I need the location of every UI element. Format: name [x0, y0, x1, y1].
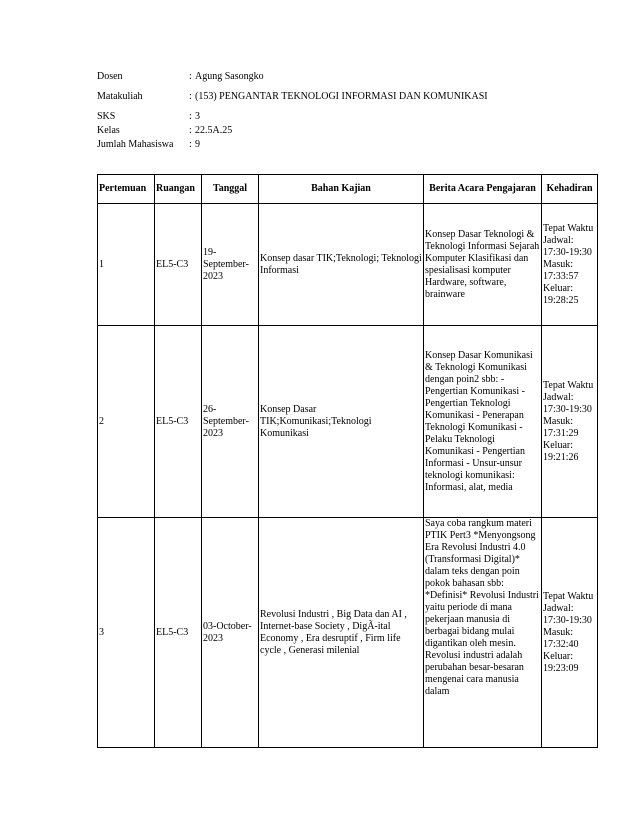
separator: :: [189, 139, 192, 150]
header-bahan-kajian: Bahan Kajian: [259, 175, 424, 204]
matakuliah-value: (153) PENGANTAR TEKNOLOGI INFORMASI DAN KOMUNIKASI: [195, 91, 488, 102]
cell-ruangan: EL5-C3: [155, 326, 202, 518]
cell-berita-acara: Konsep Dasar Teknologi & Teknologi Informasi Sejarah Komputer Klasifikasi dan spesialisasi komputer Hardware, software, brainware: [424, 204, 542, 326]
kelas-value: 22.5A.25: [195, 125, 233, 136]
cell-tanggal: 19-September-2023: [202, 204, 259, 326]
separator: :: [189, 125, 192, 136]
sks-label: SKS: [97, 111, 116, 122]
cell-berita-acara: Konsep Dasar Komunikasi & Teknologi Komunikasi dengan poin2 sbb: - Pengertian Komunikasi - Pengertian Teknologi Komunikasi - Penerapan Teknologi Komunikasi - Pelaku Teknologi Komunikasi - Pengertian Informasi - Unsur-unsur teknologi komunikasi: Informasi, alat, media: [424, 326, 542, 518]
jumlah-label: Jumlah Mahasiswa: [97, 139, 174, 150]
dosen-value: Agung Sasongko: [195, 71, 264, 82]
header-tanggal: Tanggal: [202, 175, 259, 204]
cell-kehadiran: Tepat Waktu Jadwal: 17:30-19:30 Masuk: 17:32:40 Keluar: 19:23:09: [542, 518, 598, 748]
separator: :: [189, 111, 192, 122]
cell-pertemuan: 2: [98, 326, 155, 518]
table-header-row: [98, 175, 598, 204]
separator: :: [189, 91, 192, 102]
table-row: [98, 518, 598, 748]
kelas-label: Kelas: [97, 125, 120, 136]
separator: :: [189, 71, 192, 82]
dosen-label: Dosen: [97, 71, 123, 82]
table-row: [98, 326, 598, 518]
cell-ruangan: EL5-C3: [155, 204, 202, 326]
cell-tanggal: 03-October-2023: [202, 518, 259, 748]
jumlah-value: 9: [195, 139, 200, 150]
header-berita-acara: Berita Acara Pengajaran: [424, 175, 542, 204]
header-ruangan: Ruangan: [155, 175, 202, 204]
sks-value: 3: [195, 111, 200, 122]
cell-bahan-kajian: Konsep Dasar TIK;Komunikasi;Teknologi Komunikasi: [259, 326, 424, 518]
cell-berita-acara: Saya coba rangkum materi PTIK Pert3 *Menyongsong Era Revolusi Industri 4.0 (Transformasi Digital)* dalam teks dengan poin pokok bahasan sbb: *Definisi* Revolusi Industri yaitu periode di mana pekerjaan manusia di berbagai bidang mulai digantikan oleh mesin. Revolusi industri adalah perubahan besar-besaran mengenai cara manusia dalam: [424, 518, 542, 748]
cell-bahan-kajian: Konsep dasar TIK;Teknologi; Teknologi Informasi: [259, 204, 424, 326]
cell-pertemuan: 3: [98, 518, 155, 748]
cell-kehadiran: Tepat Waktu Jadwal: 17:30-19:30 Masuk: 17:31:29 Keluar: 19:21:26: [542, 326, 598, 518]
course-info: [97, 70, 497, 152]
cell-ruangan: EL5-C3: [155, 518, 202, 748]
table-row: [98, 204, 598, 326]
matakuliah-label: Matakuliah: [97, 91, 143, 102]
cell-bahan-kajian: Revolusi Industri , Big Data dan AI , Internet-base Society , DigÃ-ital Economy , Era desruptif , Firm life cycle , Generasi milenial: [259, 518, 424, 748]
cell-kehadiran: Tepat Waktu Jadwal: 17:30-19:30 Masuk: 17:33:57 Keluar: 19:28:25: [542, 204, 598, 326]
cell-pertemuan: 1: [98, 204, 155, 326]
cell-tanggal: 26-September-2023: [202, 326, 259, 518]
attendance-table: [97, 174, 598, 748]
header-pertemuan: Pertemuan: [98, 175, 155, 204]
header-kehadiran: Kehadiran: [542, 175, 598, 204]
